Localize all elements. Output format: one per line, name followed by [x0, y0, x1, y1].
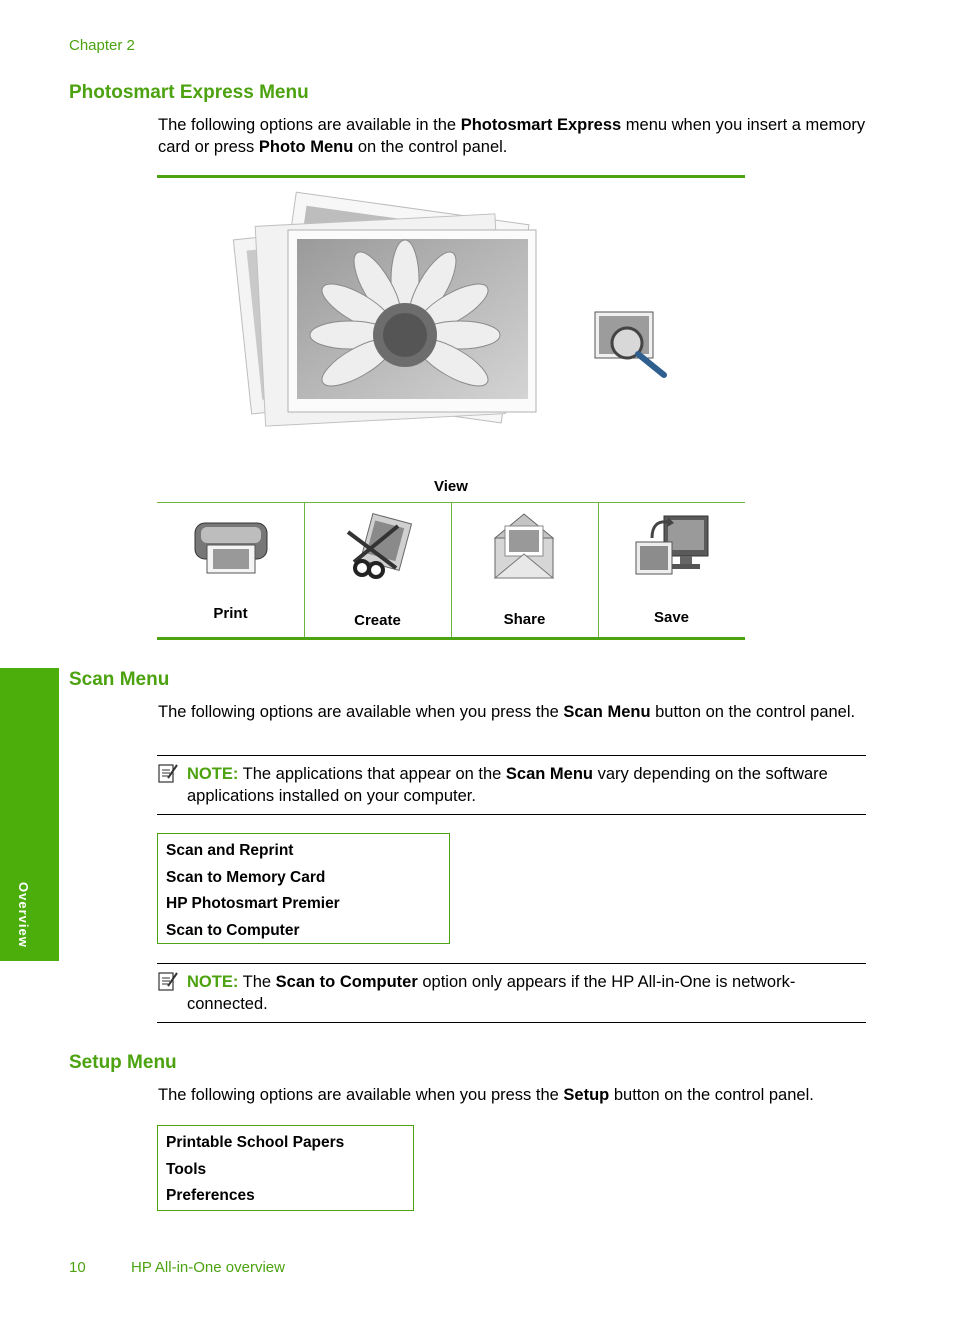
note-top-rule [157, 755, 866, 756]
list-item: Scan to Memory Card [166, 868, 326, 886]
magnifier-photo-icon[interactable] [594, 311, 670, 379]
setup-intro [158, 1084, 870, 1106]
scan-note-2 [187, 971, 866, 1015]
list-item: Scan and Reprint [166, 842, 294, 859]
bold-text: Photosmart Express [460, 116, 622, 134]
note-icon [157, 762, 179, 784]
side-tab-label: Overview [16, 882, 31, 948]
create-button[interactable] [304, 502, 451, 637]
list-item: Tools [166, 1160, 207, 1178]
setup-heading: Setup Menu [69, 1052, 177, 1073]
page-number: 10 [69, 1259, 86, 1276]
bold-text: Scan Menu [505, 765, 594, 783]
text-run: The [238, 973, 276, 991]
text-run: The following options are available when you press the [158, 1086, 564, 1104]
scan-intro [158, 701, 870, 723]
note-label: NOTE: [187, 973, 239, 991]
text-run: vary depending on the software applications installed on your computer. [187, 765, 828, 805]
view-label: View [434, 478, 468, 495]
text-run: option only appears if the HP All-in-One is network-connected. [187, 973, 796, 1013]
text-run: The following options are available in the [158, 116, 461, 134]
save-label: Save [653, 609, 690, 626]
bold-text: Photo Menu [258, 138, 354, 156]
share-label: Share [503, 611, 546, 628]
text-run: button on the control panel. [650, 703, 856, 721]
list-item: Scan to Computer [166, 921, 300, 939]
text-run: The applications that appear on the [238, 765, 506, 783]
scan-heading: Scan Menu [69, 669, 170, 690]
bold-text: Setup [563, 1086, 610, 1104]
text-run: The following options are available when you press the [158, 703, 564, 721]
save-button[interactable] [598, 502, 745, 637]
share-button[interactable] [451, 502, 598, 637]
text-run: menu when you insert a memory card or press [158, 116, 866, 156]
list-item: HP Photosmart Premier [166, 895, 340, 912]
scissors-icon [340, 512, 416, 580]
photosmart-intro [158, 114, 870, 158]
note-icon [157, 970, 179, 992]
bold-text: Scan Menu [563, 703, 651, 721]
text-run: on the control panel. [353, 138, 508, 156]
envelope-icon [493, 512, 555, 580]
print-button[interactable] [157, 502, 304, 637]
text-run: button on the control panel. [609, 1086, 814, 1104]
chapter-label: Chapter 2 [69, 37, 135, 54]
scan-options-list [157, 833, 450, 944]
note-top-rule [157, 963, 866, 964]
bold-text: Scan to Computer [275, 973, 418, 991]
printer-icon [193, 517, 269, 575]
overview-side-tab [0, 668, 59, 961]
footer-title: HP All-in-One overview [131, 1259, 285, 1276]
note-bottom-rule [157, 814, 866, 815]
scan-note-1 [187, 763, 866, 807]
list-item: Printable School Papers [166, 1134, 345, 1151]
note-label: NOTE: [187, 765, 239, 783]
photosmart-heading: Photosmart Express Menu [69, 82, 309, 103]
save-to-computer-icon [634, 514, 710, 578]
list-item: Preferences [166, 1187, 255, 1204]
photo-stack-image [230, 185, 550, 450]
create-label: Create [354, 612, 401, 629]
setup-options-list [157, 1125, 414, 1211]
figure-top-rule [157, 175, 745, 178]
print-label: Print [213, 605, 248, 622]
figure-bottom-rule [157, 637, 745, 640]
note-bottom-rule [157, 1022, 866, 1023]
